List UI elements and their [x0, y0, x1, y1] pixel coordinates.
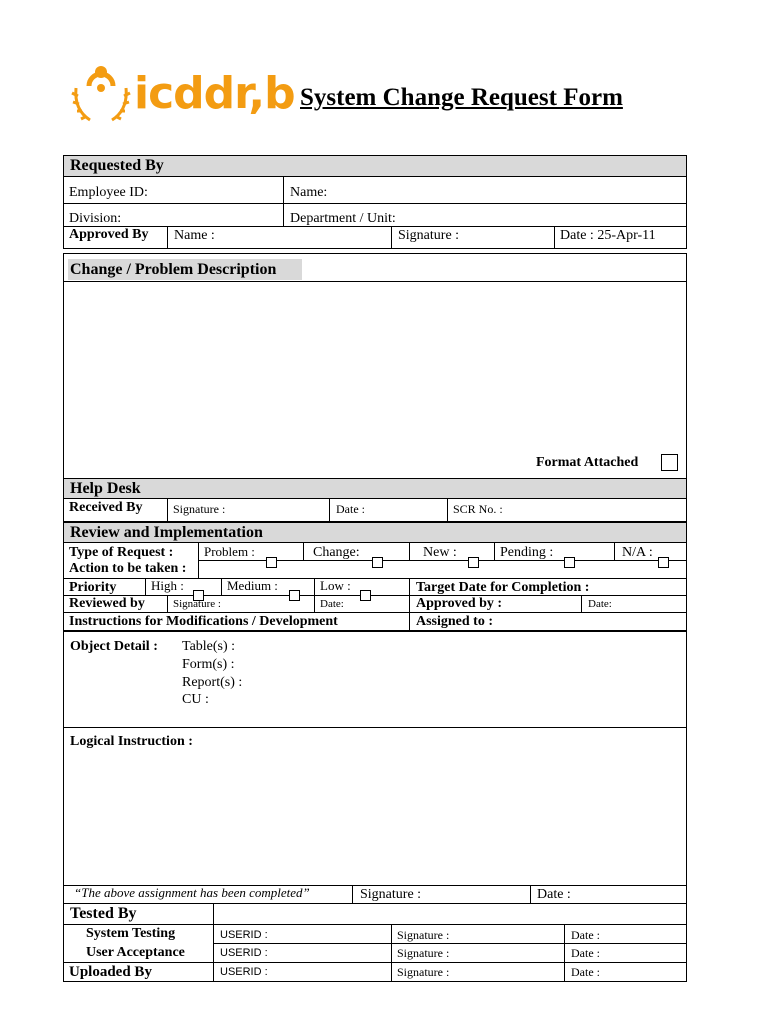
option-pending-checkbox[interactable]: [564, 557, 575, 568]
employee-id-field[interactable]: Employee ID:: [69, 185, 148, 200]
object-detail-label: Object Detail :: [70, 639, 158, 654]
reviewed-by-signature-field[interactable]: Signature :: [173, 598, 221, 610]
division-field[interactable]: Division:: [69, 211, 122, 226]
format-attached-checkbox[interactable]: [661, 454, 678, 471]
approved-by-review-date-field[interactable]: Date:: [588, 598, 612, 610]
object-detail-reports[interactable]: Report(s) :: [182, 675, 243, 690]
priority-low-checkbox[interactable]: [360, 590, 371, 601]
target-date-label[interactable]: Target Date for Completion :: [416, 580, 590, 595]
system-testing-date-field[interactable]: Date :: [571, 928, 600, 942]
user-acceptance-userid-field[interactable]: USERID :: [220, 947, 268, 959]
uploaded-by-date-field[interactable]: Date :: [571, 965, 600, 979]
page-title: System Change Request Form: [300, 84, 623, 111]
option-problem-label: Problem :: [204, 544, 255, 559]
user-acceptance-signature-field[interactable]: Signature :: [397, 946, 450, 960]
priority-high-label: High :: [151, 578, 184, 593]
user-acceptance-date-field[interactable]: Date :: [571, 946, 600, 960]
user-acceptance-label: User Acceptance: [86, 945, 185, 960]
uploaded-by-userid-field[interactable]: USERID :: [220, 966, 268, 978]
requested-by-heading: Requested By: [70, 157, 164, 174]
help-desk-heading: Help Desk: [70, 480, 141, 497]
option-new-checkbox[interactable]: [468, 557, 479, 568]
object-detail-cu[interactable]: CU :: [182, 692, 209, 707]
logical-instruction-section[interactable]: [63, 727, 687, 886]
approved-by-name-field[interactable]: Name :: [174, 228, 215, 243]
description-text-area[interactable]: [64, 282, 686, 447]
priority-low-label: Low :: [320, 578, 351, 593]
format-attached-label: Format Attached: [536, 455, 639, 470]
option-change-checkbox[interactable]: [372, 557, 383, 568]
name-field[interactable]: Name:: [290, 185, 328, 200]
approved-by-signature-field[interactable]: Signature :: [398, 228, 460, 243]
type-of-request-label: Type of Request :: [69, 545, 174, 560]
object-detail-tables[interactable]: Table(s) :: [182, 639, 236, 654]
review-heading: Review and Implementation: [70, 524, 263, 541]
object-detail-forms[interactable]: Form(s) :: [182, 657, 235, 672]
option-change-label: Change:: [313, 545, 360, 560]
scr-no-field[interactable]: SCR No. :: [453, 502, 503, 516]
tested-by-heading: Tested By: [70, 905, 137, 922]
help-desk-date-field[interactable]: Date :: [336, 502, 365, 516]
department-field[interactable]: Department / Unit:: [290, 211, 396, 226]
help-desk-band: [63, 478, 687, 499]
assigned-to-label[interactable]: Assigned to :: [416, 614, 494, 629]
option-problem-checkbox[interactable]: [266, 557, 277, 568]
approved-by-date-field[interactable]: Date : 25-Apr-11: [560, 228, 656, 243]
icddrb-logo: [70, 60, 295, 126]
priority-medium-label: Medium :: [227, 578, 278, 593]
received-by-label: Received By: [69, 500, 143, 515]
logical-instruction-label: Logical Instruction :: [70, 734, 193, 749]
instructions-label: Instructions for Modifications / Development: [69, 614, 338, 629]
system-testing-signature-field[interactable]: Signature :: [397, 928, 450, 942]
approved-by-review-label: Approved by :: [416, 596, 503, 611]
uploaded-by-label: Uploaded By: [69, 964, 152, 980]
change-description-heading: Change / Problem Description: [70, 261, 277, 278]
option-new-label: New :: [423, 545, 457, 560]
priority-medium-checkbox[interactable]: [289, 590, 300, 601]
logo-emblem-icon: [70, 60, 132, 126]
action-to-be-taken-label: Action to be taken :: [69, 561, 187, 576]
approved-by-label: Approved By: [69, 227, 149, 242]
option-pending-label: Pending :: [500, 545, 554, 560]
system-testing-userid-field[interactable]: USERID :: [220, 929, 268, 941]
logo-wordmark: icddr,b: [134, 68, 295, 119]
help-desk-signature-field[interactable]: Signature :: [173, 502, 226, 516]
completion-statement: “The above assignment has been completed”: [74, 885, 310, 900]
completion-signature-field[interactable]: Signature :: [360, 887, 422, 902]
system-testing-label: System Testing: [86, 926, 176, 941]
reviewed-by-label: Reviewed by: [69, 596, 145, 611]
completion-date-field[interactable]: Date :: [537, 887, 571, 902]
option-na-label: N/A :: [622, 545, 653, 560]
reviewed-by-date-field[interactable]: Date:: [320, 598, 344, 610]
priority-label: Priority: [69, 580, 117, 595]
option-na-checkbox[interactable]: [658, 557, 669, 568]
uploaded-by-signature-field[interactable]: Signature :: [397, 965, 450, 979]
